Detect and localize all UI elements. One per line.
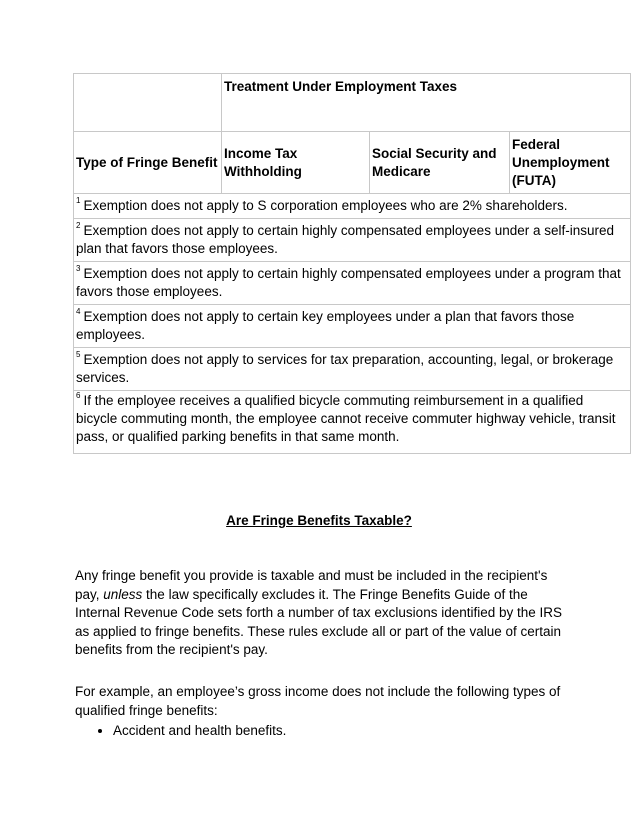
section-heading: Are Fringe Benefits Taxable? — [226, 513, 412, 528]
footnote-number: 3 — [76, 264, 81, 273]
header-social-security-medicare: Social Security and Medicare — [370, 132, 510, 194]
footnote-text: Exemption does not apply to certain highly compensated employees under a program that favors those employees. — [76, 266, 621, 299]
footnote-6 — [74, 391, 631, 454]
footnote-number: 6 — [76, 391, 81, 400]
footnote-text: Exemption does not apply to certain key employees under a plan that favors those employees. — [76, 309, 575, 342]
paragraph-text: the law specifically excludes it. The Fringe Benefits Guide of the Internal Revenue Code sets forth a number of tax exclusions identified by the IRS as applied to fringe benefits. These rules exclude all or part of the value of certain benefits from the recipient's pay. — [75, 586, 563, 657]
footnote-3 — [74, 262, 631, 305]
footnote-1 — [74, 194, 631, 219]
footnote-row — [74, 219, 631, 262]
footnote-number: 1 — [76, 196, 81, 205]
header-type-of-fringe-benefit: Type of Fringe Benefit — [74, 132, 222, 194]
footnote-row — [74, 391, 631, 454]
table-title: Treatment Under Employment Taxes — [222, 74, 631, 132]
footnote-text: Exemption does not apply to S corporation employees who are 2% shareholders. — [83, 198, 568, 213]
paragraph-example: For example, an employee’s gross income does not include the following types of qualified fringe benefits: — [75, 684, 561, 718]
footnote-row — [74, 262, 631, 305]
header-futa: Federal Unemployment (FUTA) — [510, 132, 631, 194]
header-income-tax-withholding: Income Tax Withholding — [222, 132, 370, 194]
footnote-number: 5 — [76, 350, 81, 359]
benefit-list — [75, 722, 593, 740]
footnote-row — [74, 194, 631, 219]
table-title-row — [74, 74, 631, 132]
paragraph-taxability — [75, 567, 565, 660]
paragraph-emphasis: unless — [103, 586, 143, 602]
list-item: • Accident and health benefits. — [113, 722, 593, 740]
footnote-text: Exemption does not apply to services for tax preparation, accounting, legal, or brokerage services. — [76, 352, 614, 385]
footnote-row — [74, 348, 631, 391]
employment-tax-table — [73, 73, 631, 454]
footnote-number: 4 — [76, 307, 81, 316]
footnote-number: 2 — [76, 221, 81, 230]
table-header-row — [74, 132, 631, 194]
footnote-5 — [74, 348, 631, 391]
footnote-row — [74, 305, 631, 348]
footnote-text: Exemption does not apply to certain highly compensated employees under a self-insured plan that favors those employees. — [76, 223, 615, 256]
paragraph-text: Any fringe benefit you provide is taxable and must be included in the recipient's pay, — [75, 568, 548, 602]
footnote-text: If the employee receives a qualified bicycle commuting reimbursement in a qualified bicycle commuting month, the employee cannot receive commuter highway vehicle, transit pass, or qualified parking benefits in that same month. — [76, 393, 616, 444]
empty-corner-cell — [74, 74, 222, 132]
footnote-2 — [74, 219, 631, 262]
footnote-4 — [74, 305, 631, 348]
